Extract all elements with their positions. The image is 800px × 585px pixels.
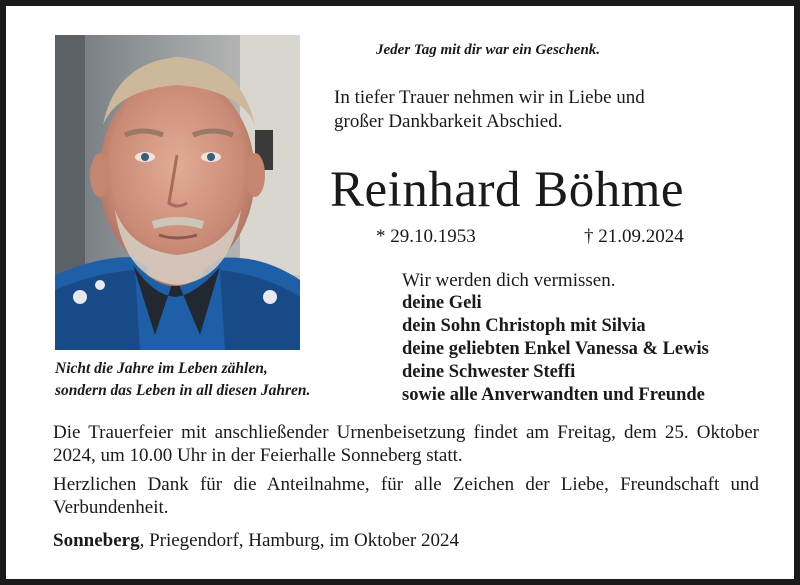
motto: Jeder Tag mit dir war ein Geschenk. bbox=[376, 42, 601, 58]
mourner: deine Geli bbox=[402, 293, 482, 313]
photo-caption bbox=[55, 358, 375, 402]
intro-text bbox=[334, 86, 645, 134]
caption-line: Nicht die Jahre im Leben zählen, bbox=[55, 360, 268, 377]
thanks-text: Herzlichen Dank für die Anteilnahme, für alle Zeichen der Liebe, Freundschaft und Verbundenheit. bbox=[53, 474, 759, 518]
mourner: deine geliebten Enkel Vanessa & Lewis bbox=[402, 339, 709, 359]
mourner: dein Sohn Christoph mit Silvia bbox=[402, 316, 646, 336]
place-and-date bbox=[53, 530, 459, 552]
mourner: deine Schwester Steffi bbox=[402, 362, 576, 382]
funeral-info: Die Trauerfeier mit anschließender Urnenbeisetzung findet am Freitag, dem 25. Oktober 2024, um 10.00 Uhr in der Feierhalle Sonneberg statt. bbox=[53, 422, 759, 466]
intro-line: In tiefer Trauer nehmen wir in Liebe und bbox=[334, 87, 645, 108]
mourner: sowie alle Anverwandten und Freunde bbox=[402, 385, 705, 405]
birth-date: * 29.10.1953 bbox=[376, 226, 476, 247]
place-rest: , Priegendorf, Hamburg, im Oktober 2024 bbox=[139, 530, 460, 551]
mourners-lead: Wir werden dich vermissen. bbox=[402, 270, 616, 291]
portrait-photo bbox=[55, 35, 300, 350]
mourners-list bbox=[402, 269, 709, 407]
portrait-image bbox=[55, 35, 300, 350]
death-date: † 21.09.2024 bbox=[584, 226, 684, 247]
deceased-name: Reinhard Böhme bbox=[330, 162, 685, 218]
place-main: Sonneberg bbox=[53, 530, 140, 551]
caption-line: sondern das Leben in all diesen Jahren. bbox=[55, 382, 311, 399]
intro-line: großer Dankbarkeit Abschied. bbox=[334, 111, 563, 132]
